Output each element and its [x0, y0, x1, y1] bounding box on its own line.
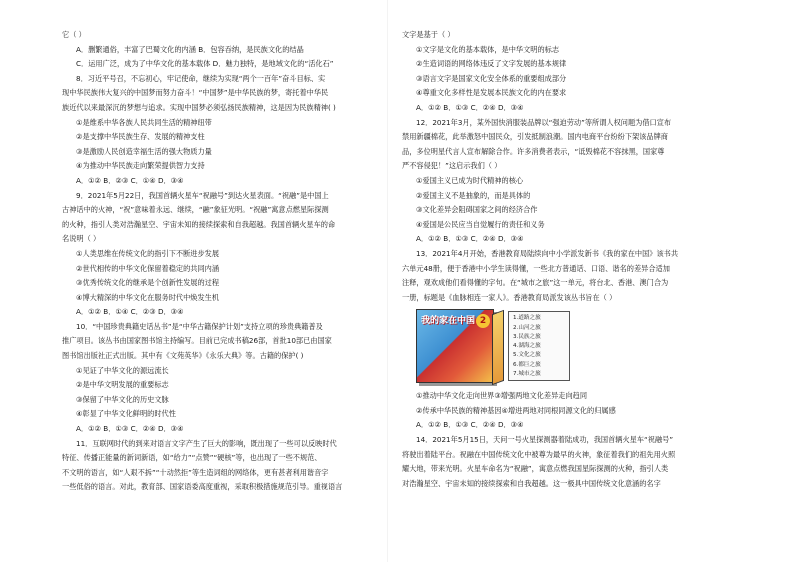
- choice-item: ①是维系中华各族人民共同生活的精神纽带: [76, 117, 212, 127]
- choice-item: ④为推动中华民族走向繁荣提供智力支持: [76, 161, 205, 171]
- question-14: 14．2021年5月15日，天问一号火星探测器着陆成功，我国首辆火星车“祝融号”: [416, 435, 674, 445]
- choice-item: ③保留了中华文化的历史文脉: [76, 394, 169, 404]
- text-line: 现中华民族伟大复兴的中国梦而努力奋斗！“中国梦”是中华民族的梦，寄托着中华民: [62, 88, 329, 98]
- toc-item: 4.湖海之旅: [513, 343, 541, 350]
- option-line: C．运用广泛，成为了中华文化的基本载体 D．魅力独特，是地域文化的“活化石”: [76, 59, 334, 69]
- text-line: 文字是基于（ ）: [402, 30, 455, 39]
- question-12: 12．2021年3月，某外国快消服装品牌以“强迫劳动”等所谓人权问题为借口宣布: [416, 117, 672, 127]
- text-line: 将驶出着陆平台。祝融在中国传统文化中被尊为最早的火神，象征着我们的祖先用火照: [402, 449, 676, 459]
- text-line: 族近代以来最深沉的梦想与追求。实现中国梦必须弘扬民族精神，这是因为民族精神( ): [62, 102, 336, 112]
- choice-item: ④博大精深的中华文化在服务时代中焕发生机: [76, 292, 220, 302]
- question-10: 10．“中国珍贵典籍史话丛书”是“中华古籍保护计划”支持立项的珍贵典籍普及: [76, 321, 323, 331]
- book-figure: [402, 309, 732, 385]
- choice-item: ③文化差异会阻碍国家之间的经济合作: [416, 205, 538, 215]
- question-8: 8．习近平号召，不忘初心，牢记使命，继续为实现“两个一百年”奋斗目标、实: [76, 73, 326, 83]
- choice-item: ④爱国是公民应当自觉履行的责任和义务: [416, 219, 545, 229]
- text-line: 对浩瀚星空、宇宙未知的接续探索和自我超越。这一极具中国传统文化意涵的名字: [402, 478, 661, 488]
- text-line: 特征、传播正能量的新词新语，如“给力”“点赞”“硬核”等，也出现了一些不规范、: [62, 453, 322, 463]
- choice-item: ②传承中华民族的精神基因④增进两地对同根同源文化的归属感: [416, 405, 616, 415]
- choice-item: ①爱国主义已成为时代精神的核心: [416, 175, 524, 185]
- choice-item: ②生造词语的网络体违反了文字发展的基本规律: [416, 59, 567, 69]
- text-line: 一册，标题是《血脉相连一家人》。香港教育局派发该丛书旨在（ ）: [402, 292, 617, 302]
- choice-item: ③优秀传统文化的继承是个创新性发展的过程: [76, 278, 220, 288]
- left-column: [62, 28, 392, 495]
- book-spine: [492, 310, 504, 385]
- text-line: 注释，观欢成他们看得懂的字句。在“城市之旅”这一单元，将台北、香港、澳门合为: [402, 278, 669, 288]
- answer-options: A．①② B．①③ C．②④ D．③④: [416, 234, 524, 244]
- choice-item: ①推动中华文化走向世界③增强两地文化差异走向趋同: [416, 391, 588, 401]
- choice-item: ①见证了中华文化的源远流长: [76, 365, 169, 375]
- text-line: 禁用新疆棉花，此举激怒中国民众，引发抵制浪潮。国内电商平台纷纷下架该品牌商: [402, 132, 668, 142]
- text-line: 它（ ）: [62, 30, 86, 39]
- toc-item: 5.文化之旅: [513, 352, 541, 359]
- choice-item: ③是激励人民创造幸福生活的强大物质力量: [76, 146, 212, 156]
- answer-options: A．①② B．①③ C．②④ D．③④: [416, 420, 524, 430]
- text-line: 的火种，指引人类对浩瀚星空、宇宙未知的接续探索和自我超越。我国首辆火星车的命: [62, 219, 336, 229]
- text-line: 品，多位明星代言人宣布解除合作。许多消费者表示，“诋毁棉花不容抹黑，国家尊: [402, 146, 665, 156]
- text-line: 推广项目。该丛书由国家图书馆主持编写。目前已完成书稿26部，首批10部已由国家: [62, 336, 332, 346]
- text-line: 六单元48册，便于香港中小学生读得懂，一些北方普通话、口语、谐名的差异合适加: [402, 263, 670, 273]
- book-contents-box: [508, 311, 570, 381]
- choice-item: ③语言文字是国家文化安全体系的重要组成部分: [416, 73, 567, 83]
- option-line: A．删繁通俗，丰富了巴蜀文化的内涵 B．包容吞纳，是民族文化的结晶: [76, 44, 304, 54]
- text-line: 严不容侵犯！”这启示我们（ ）: [402, 161, 502, 171]
- toc-item: 3.民族之旅: [513, 333, 541, 340]
- toc-item: 7.城市之旅: [513, 371, 541, 378]
- answer-options: A．①② B．①③ C．②④ D．③④: [76, 424, 184, 434]
- right-column: [402, 28, 732, 491]
- choice-item: ②世代相传的中华文化保留着稳定的共同内涵: [76, 263, 220, 273]
- choice-item: ①人类思维在传统文化的指引下不断进步发展: [76, 248, 220, 258]
- text-line: 耀大地，带来光明。火星车命名为“祝融”，寓意点燃我国星际探测的火种，指引人类: [402, 464, 669, 474]
- choice-item: ④尊重文化多样性是发展本民族文化的内在要求: [416, 88, 567, 98]
- question-9: 9．2021年5月22日，我国首辆火星车“祝融号”到达火星表面。“祝融”是中国上: [76, 190, 329, 200]
- choice-item: ②爱国主义不是抽象的，而是具体的: [416, 190, 531, 200]
- choice-item: ②是支撑中华民族生存、发展的精神支柱: [76, 132, 205, 142]
- question-11: 11．互联网时代的到来对语言文字产生了巨大的影响，既出现了一些可以反映时代: [76, 438, 337, 448]
- question-13: 13．2021年4月开始，香港教育局陆续向中小学派发新书《我的家在中国》该书共: [416, 248, 679, 258]
- choice-item: ④彰显了中华文化鲜明的时代性: [76, 409, 176, 419]
- text-line: 古神话中的火神，“祝”意味着永远、继续，“融”象征光明。“祝融”寓意点燃星际探测: [62, 205, 329, 215]
- text-line: 名说明（ ）: [62, 234, 101, 244]
- toc-item: 1.道路之旅: [513, 315, 541, 322]
- choice-item: ①文字是文化的基本载体，是中华文明的标志: [416, 44, 560, 54]
- book-cover-image: [416, 309, 494, 383]
- answer-options: A．①② B．①④ C．②③ D．③④: [76, 307, 184, 317]
- book-cover-title: 我的家在中国: [421, 316, 476, 327]
- toc-item: 6.都巨之旅: [513, 361, 541, 368]
- text-line: 图书馆出版社正式出版。其中有《文苑英华》《永乐大典》等。古籍的保护( ): [62, 351, 304, 361]
- text-line: 一些低俗的语言。对此，教育部、国家语委高度重视，采取积极措施规范引导。重视语言: [62, 482, 343, 492]
- answer-options: A．①② B．②③ C．①④ D．③④: [76, 175, 184, 185]
- answer-options: A．①② B．①③ C．②④ D．③④: [416, 102, 524, 112]
- choice-item: ②是中华文明发展的重要标志: [76, 380, 169, 390]
- text-line: 不文明的语言，如“人艰不拆”“十动然拒”等生造词组的网络体，更有甚者利用谐音字: [62, 467, 329, 477]
- book-volume-badge: 2: [476, 314, 490, 328]
- toc-item: 2.山河之旅: [513, 324, 541, 331]
